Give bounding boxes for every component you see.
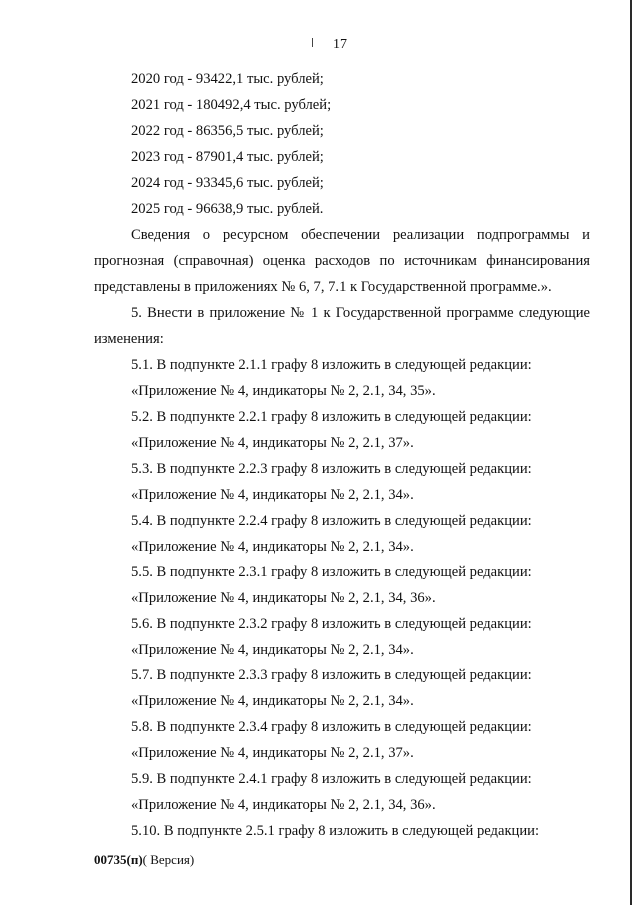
- subitem-5-5-text: «Приложение № 4, индикаторы № 2, 2.1, 34, 36».: [131, 590, 436, 606]
- funding-line-2022: 2022 год - 86356,5 тыс. рублей;: [131, 123, 324, 139]
- scan-mark: [312, 38, 313, 47]
- document-code: 00735(п): [94, 852, 143, 867]
- funding-line-2025: 2025 год - 96638,9 тыс. рублей.: [131, 201, 324, 217]
- subitem-5-7-text: «Приложение № 4, индикаторы № 2, 2.1, 34».: [131, 693, 414, 709]
- page-number: 17: [333, 37, 347, 52]
- subitem-5-5-title: 5.5. В подпункте 2.3.1 графу 8 изложить в следующей редакции:: [131, 564, 532, 580]
- info-paragraph-line-3: представлены в приложениях № 6, 7, 7.1 к Государственной программе.».: [94, 279, 552, 295]
- subitem-5-6-title: 5.6. В подпункте 2.3.2 графу 8 изложить в следующей редакции:: [131, 616, 532, 632]
- document-version: ( Версия): [142, 852, 195, 867]
- subitem-5-4-text: «Приложение № 4, индикаторы № 2, 2.1, 34».: [131, 539, 414, 555]
- subitem-5-4-title: 5.4. В подпункте 2.2.4 графу 8 изложить в следующей редакции:: [131, 513, 532, 529]
- subitem-5-9-title: 5.9. В подпункте 2.4.1 графу 8 изложить в следующей редакции:: [131, 771, 532, 787]
- subitem-5-8-text: «Приложение № 4, индикаторы № 2, 2.1, 37».: [131, 745, 414, 761]
- subitem-5-9-text: «Приложение № 4, индикаторы № 2, 2.1, 34, 36».: [131, 797, 436, 813]
- subitem-5-2-title: 5.2. В подпункте 2.2.1 графу 8 изложить в следующей редакции:: [131, 409, 532, 425]
- info-paragraph-line-2: прогнозная (справочная) оценка расходов по источникам финансирования: [94, 253, 590, 269]
- funding-line-2024: 2024 год - 93345,6 тыс. рублей;: [131, 175, 324, 191]
- funding-line-2020: 2020 год - 93422,1 тыс. рублей;: [131, 71, 324, 87]
- subitem-5-6-text: «Приложение № 4, индикаторы № 2, 2.1, 34».: [131, 642, 414, 658]
- item-5-line-1: 5. Внести в приложение № 1 к Государственной программе следующие: [131, 305, 590, 321]
- document-footer: [94, 852, 194, 868]
- subitem-5-3-text: «Приложение № 4, индикаторы № 2, 2.1, 34».: [131, 487, 414, 503]
- item-5-line-2: изменения:: [94, 331, 164, 347]
- subitem-5-10-title: 5.10. В подпункте 2.5.1 графу 8 изложить в следующей редакции:: [131, 823, 540, 839]
- funding-line-2021: 2021 год - 180492,4 тыс. рублей;: [131, 97, 332, 113]
- subitem-5-2-text: «Приложение № 4, индикаторы № 2, 2.1, 37».: [131, 435, 414, 451]
- info-paragraph-line-1: Сведения о ресурсном обеспечении реализации подпрограммы и: [131, 227, 590, 243]
- funding-line-2023: 2023 год - 87901,4 тыс. рублей;: [131, 149, 324, 165]
- subitem-5-3-title: 5.3. В подпункте 2.2.3 графу 8 изложить в следующей редакции:: [131, 461, 532, 477]
- subitem-5-1-text: «Приложение № 4, индикаторы № 2, 2.1, 34, 35».: [131, 383, 436, 399]
- subitem-5-7-title: 5.7. В подпункте 2.3.3 графу 8 изложить в следующей редакции:: [131, 667, 532, 683]
- subitem-5-1-title: 5.1. В подпункте 2.1.1 графу 8 изложить в следующей редакции:: [131, 357, 532, 373]
- subitem-5-8-title: 5.8. В подпункте 2.3.4 графу 8 изложить в следующей редакции:: [131, 719, 532, 735]
